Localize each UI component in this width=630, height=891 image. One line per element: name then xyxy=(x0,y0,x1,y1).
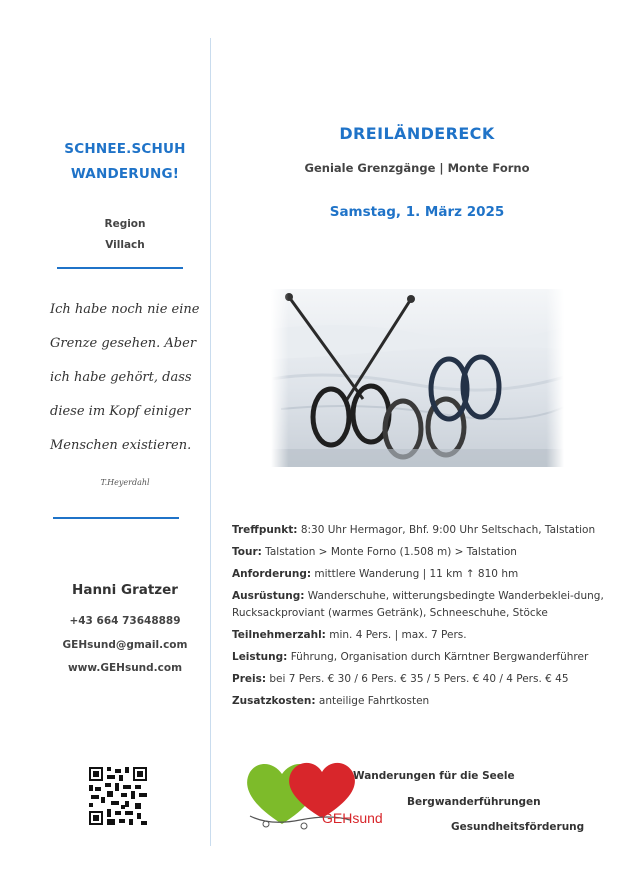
tagline-2: Bergwanderführungen xyxy=(407,796,541,808)
detail-text: 8:30 Uhr Hermagor, Bhf. 9:00 Uhr Seltschach, Talstation xyxy=(297,524,596,536)
main-title: DREILÄNDERECK xyxy=(339,124,495,143)
detail-text: Talstation > Monte Forno (1.508 m) > Talstation xyxy=(261,546,517,558)
event-details xyxy=(232,522,617,715)
contact-name: Hanni Gratzer xyxy=(72,582,178,598)
logo-text: GEHsund xyxy=(322,810,383,826)
left-title xyxy=(40,137,210,187)
quote-line: ich habe gehört, dass xyxy=(50,370,192,385)
quote-author: T.Heyerdahl xyxy=(100,478,150,487)
quote-line: Ich habe noch nie eine xyxy=(50,302,200,317)
snowshoe-photo xyxy=(271,289,564,467)
detail-label: Preis: xyxy=(232,673,267,685)
tagline-1: Wanderungen für die Seele xyxy=(353,770,515,782)
detail-row-equipment xyxy=(232,588,617,622)
detail-text: mittlere Wanderung | 11 km ↑ 810 hm xyxy=(311,568,519,580)
region-value: Villach xyxy=(105,239,145,251)
contact-website[interactable]: www.GEHsund.com xyxy=(67,662,183,674)
quote-line: Menschen existieren. xyxy=(50,438,192,453)
detail-row-price xyxy=(232,671,617,688)
detail-text: min. 4 Pers. | max. 7 Pers. xyxy=(325,629,467,641)
detail-text: anteilige Fahrtkosten xyxy=(315,695,430,707)
detail-text: Wanderschuhe, witterungsbedingte Wanderbeklei-dung, Rucksackproviant (warmes Getränk), Schneeschuhe, Stöcke xyxy=(232,590,604,619)
detail-text: Führung, Organisation durch Kärntner Bergwanderführer xyxy=(287,651,589,663)
detail-label: Tour: xyxy=(232,546,262,558)
left-title-line2: WANDERUNG! xyxy=(70,166,180,182)
vertical-divider xyxy=(210,38,211,846)
subtitle: Geniale Grenzgänge | Monte Forno xyxy=(304,161,530,175)
detail-row-tour xyxy=(232,544,617,561)
left-rule-bottom xyxy=(53,517,179,519)
detail-row-extra-costs xyxy=(232,693,617,710)
gehsund-logo xyxy=(240,754,390,834)
qr-code-icon xyxy=(89,767,147,825)
detail-row-service xyxy=(232,649,617,666)
left-rule-top xyxy=(57,267,183,269)
left-title-line1: SCHNEE.SCHUH xyxy=(64,141,186,157)
region-label: Region xyxy=(104,218,146,230)
contact-email[interactable]: GEHsund@gmail.com xyxy=(62,639,188,651)
detail-label: Ausrüstung: xyxy=(232,590,305,602)
tagline-3: Gesundheitsförderung xyxy=(451,821,585,833)
contact-phone: +43 664 73648889 xyxy=(69,615,181,627)
detail-label: Leistung: xyxy=(232,651,288,663)
quote xyxy=(50,293,200,463)
quote-line: Grenze gesehen. Aber xyxy=(50,336,197,351)
event-date: Samstag, 1. März 2025 xyxy=(329,204,505,220)
detail-row-participants xyxy=(232,627,617,644)
detail-label: Anforderung: xyxy=(232,568,312,580)
detail-label: Treffpunkt: xyxy=(232,524,298,536)
detail-row-requirement xyxy=(232,566,617,583)
detail-label: Zusatzkosten: xyxy=(232,695,316,707)
detail-row-meeting-point xyxy=(232,522,617,539)
detail-text: bei 7 Pers. € 30 / 6 Pers. € 35 / 5 Pers. € 40 / 4 Pers. € 45 xyxy=(266,673,569,685)
quote-line: diese im Kopf einiger xyxy=(50,404,191,419)
detail-label: Teilnehmerzahl: xyxy=(232,629,326,641)
region-block xyxy=(40,214,210,256)
